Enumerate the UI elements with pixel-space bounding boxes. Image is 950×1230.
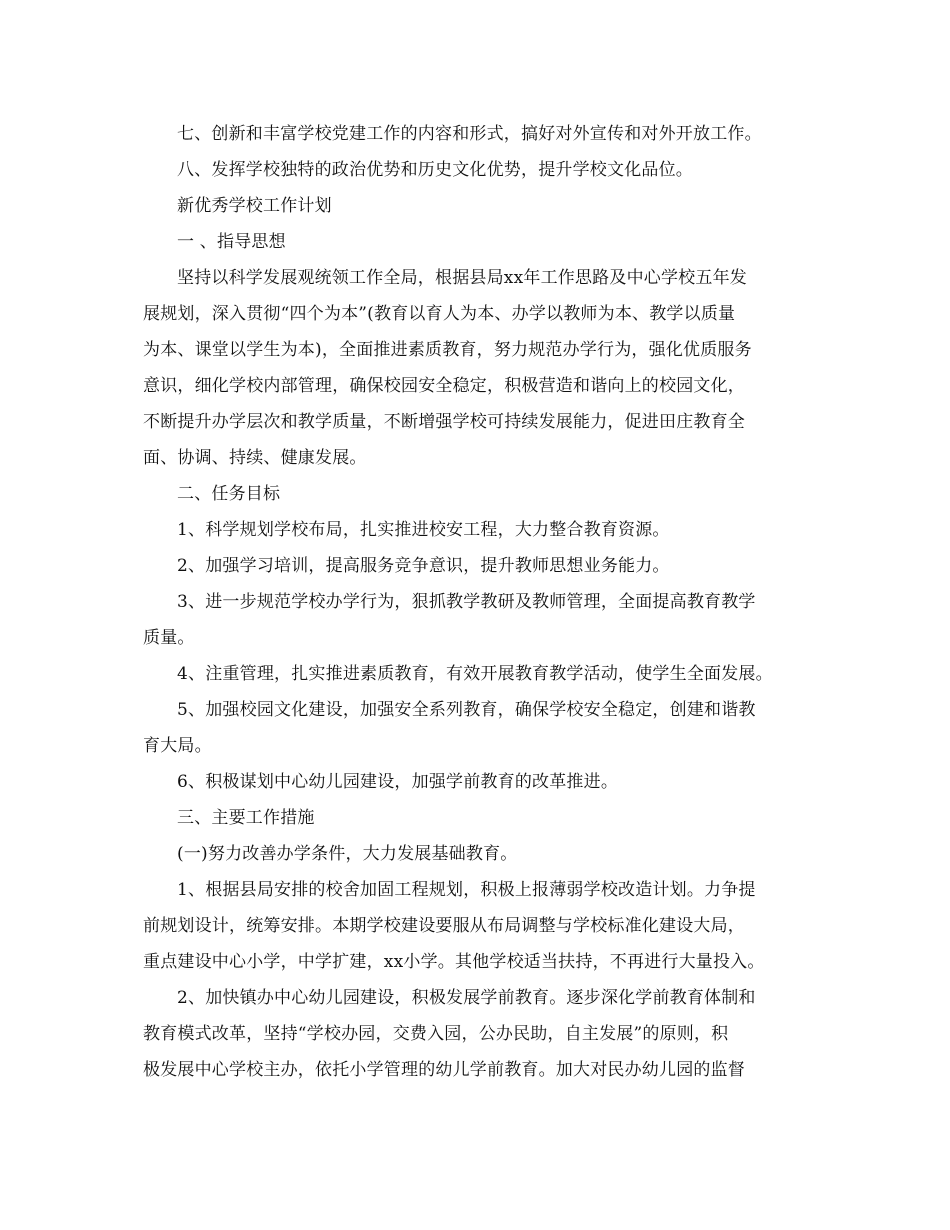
text-line: 5、加强校园文化建设，加强安全系列教育，确保学校安全稳定，创建和谐教 [177,700,756,720]
text-line: 教育模式改革，坚持“学校办园，交费入园，公办民助，自主发展”的原则，积 [143,1024,729,1044]
text-line: 重点建设中心小学，中学扩建，xx小学。其他学校适当扶持，不再进行大量投入。 [143,952,765,972]
text-line: 6、积极谋划中心幼儿园建设，加强学前教育的改革推进。 [177,772,619,792]
text-line: 育大局。 [143,736,212,756]
text-line: 一 、指导思想 [177,232,286,252]
text-line: 意识，细化学校内部管理，确保校园安全稳定，积极营造和谐向上的校园文化， [143,376,745,396]
text-line: 2、加强学习培训，提高服务竞争意识，提升教师思想业务能力。 [177,556,670,576]
text-line: 4、注重管理，扎实推进素质教育，有效开展教育教学活动，使学生全面发展。 [177,664,773,684]
text-line: 二、任务目标 [177,484,281,504]
text-line: 前规划设计，统筹安排。本期学校建设要服从布局调整与学校标准化建设大局， [143,916,745,936]
text-line: 三、主要工作措施 [177,808,315,828]
text-line: 新优秀学校工作计划 [177,196,332,216]
text-line: 展规划，深入贯彻“四个为本”(教育以育人为本、办学以教师为本、教学以质量 [143,304,736,324]
text-line: 不断提升办学层次和教学质量，不断增强学校可持续发展能力，促进田庄教育全 [143,412,745,432]
text-line: 为本、课堂以学生为本)，全面推进素质教育，努力规范办学行为，强化优质服务 [143,340,752,360]
text-line: 1、根据县局安排的校舍加固工程规划，积极上报薄弱学校改造计划。力争提 [177,880,756,900]
document-body [143,116,823,1088]
text-line: 1、科学规划学校布局，扎实推进校安工程，大力整合教育资源。 [177,520,670,540]
text-line: (一)努力改善办学条件，大力发展基础教育。 [177,844,518,864]
text-line: 面、协调、持续、健康发展。 [143,448,367,468]
text-line: 八、发挥学校独特的政治优势和历史文化优势，提升学校文化品位。 [177,160,693,180]
text-line: 3、进一步规范学校办学行为，狠抓教学教研及教师管理，全面提高教育教学 [177,592,756,612]
text-line: 七、创新和丰富学校党建工作的内容和形式，搞好对外宣传和对外开放工作。 [177,124,762,144]
text-line: 坚持以科学发展观统领工作全局，根据县局xx年工作思路及中心学校五年发 [177,268,747,288]
text-line: 极发展中心学校主办，依托小学管理的幼儿学前教育。加大对民办幼儿园的监督 [143,1060,745,1080]
text-line: 质量。 [143,628,195,648]
text-line: 2、加快镇办中心幼儿园建设，积极发展学前教育。逐步深化学前教育体制和 [177,988,756,1008]
